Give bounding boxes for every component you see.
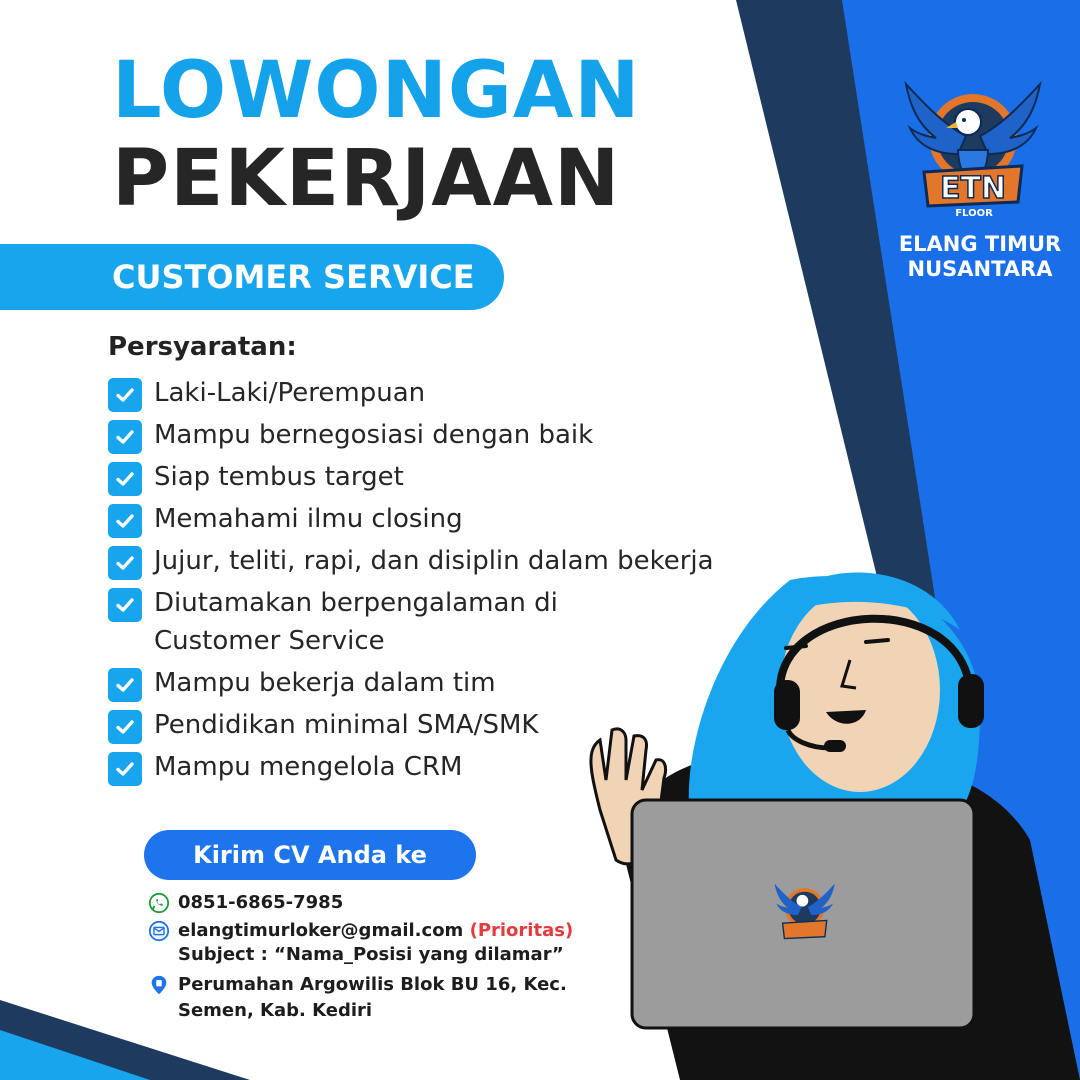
whatsapp-icon	[148, 892, 170, 914]
address-text: Perumahan Argowilis Blok BU 16, Kec. Semen, Kab. Kediri	[178, 974, 567, 1021]
requirement-item	[108, 500, 748, 538]
requirement-text: Mampu bernegosiasi dengan baik	[154, 420, 594, 450]
requirement-item	[108, 458, 748, 496]
requirement-text: Siap tembus target	[154, 462, 404, 492]
send-cv-button[interactable]: Kirim CV Anda ke	[144, 830, 476, 880]
headset-right-ear	[958, 674, 984, 728]
mail-icon	[148, 920, 170, 942]
check-icon	[108, 462, 142, 496]
requirement-text: Jujur, teliti, rapi, dan disiplin dalam bekerja	[154, 546, 714, 576]
check-icon	[108, 378, 142, 412]
check-icon	[108, 710, 142, 744]
check-icon	[108, 588, 142, 622]
requirement-text: Diutamakan berpengalaman di Customer Service	[154, 588, 558, 656]
requirement-item	[108, 374, 748, 412]
logo-text: ETN	[939, 171, 1007, 206]
requirement-text: Pendidikan minimal SMA/SMK	[154, 710, 539, 740]
check-icon	[108, 420, 142, 454]
customer-service-illustration	[560, 540, 1080, 1080]
requirement-text: Memahami ilmu closing	[154, 504, 463, 534]
logo-subtext: FLOOR	[955, 208, 993, 219]
check-icon	[108, 546, 142, 580]
contact-phone[interactable]	[148, 890, 343, 916]
eagle-head	[955, 109, 981, 135]
requirement-text: Mampu mengelola CRM	[154, 752, 463, 782]
email-priority-note: (Prioritas)	[469, 920, 574, 941]
company-name: ELANG TIMUR NUSANTARA	[898, 232, 1062, 281]
contact-address	[148, 972, 608, 1024]
requirement-text: Laki-Laki/Perempuan	[154, 378, 426, 408]
title-lowongan: LOWONGAN	[112, 46, 641, 136]
job-position-label: CUSTOMER SERVICE	[112, 258, 475, 296]
email-subject-format: Subject : “Nama_Posisi yang dilamar”	[178, 944, 564, 965]
check-icon	[108, 668, 142, 702]
requirement-text: Mampu bekerja dalam tim	[154, 668, 496, 698]
job-position-banner	[0, 244, 504, 310]
check-icon	[108, 504, 142, 538]
headset-left-ear	[774, 680, 800, 730]
etn-eagle-logo	[896, 76, 1050, 222]
location-pin-icon	[148, 974, 170, 996]
contact-email[interactable]	[148, 918, 573, 944]
check-icon	[108, 752, 142, 786]
phone-number: 0851-6865-7985	[178, 892, 344, 913]
title-pekerjaan: PEKERJAAN	[112, 134, 621, 224]
requirements-heading: Persyaratan:	[108, 332, 297, 362]
requirement-item	[108, 416, 748, 454]
email-address: elangtimurloker@gmail.com	[178, 920, 464, 941]
